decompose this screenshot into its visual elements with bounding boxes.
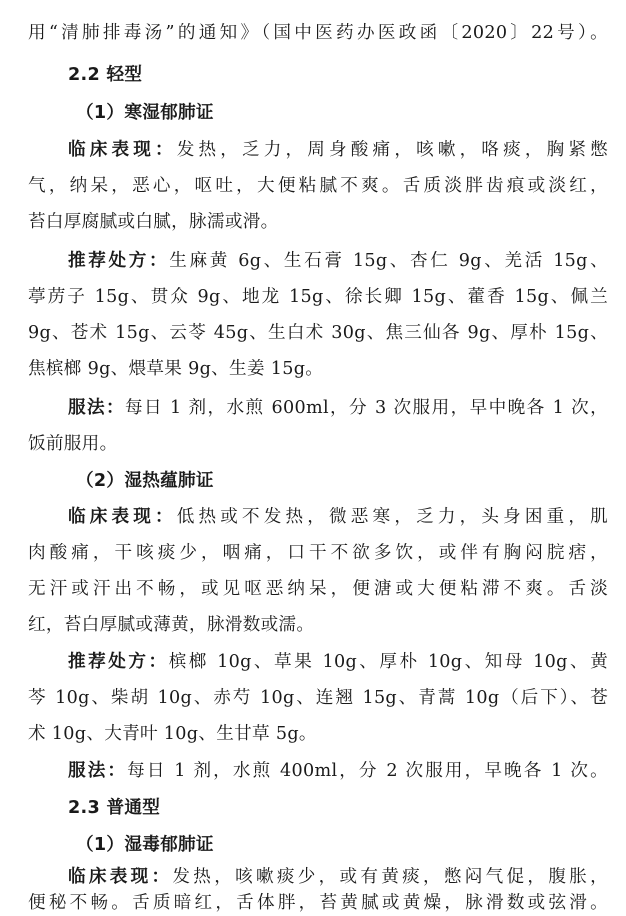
text-line (68, 760, 608, 782)
text-line (68, 250, 608, 272)
line-text: 槟榔 10g、草果 10g、厚朴 10g、知母 10g、黄 (168, 652, 608, 672)
line-text: 焦槟榔 9g、煨草果 9g、生姜 15g。 (28, 359, 324, 379)
line-text: 便秘不畅。舌质暗红，舌体胖，苔黄腻或黄燥，脉滑数或弦滑。 (28, 893, 608, 913)
text-line (28, 614, 608, 636)
line-text: 葶苈子 15g、贯众 9g、地龙 15g、徐长卿 15g、藿香 15g、佩兰 (28, 287, 608, 307)
line-text: 芩 10g、柴胡 10g、赤芍 10g、连翘 15g、青蒿 10g（后下）、苍 (28, 688, 608, 708)
section-heading (68, 797, 608, 819)
line-text: 生麻黄 6g、生石膏 15g、杏仁 9g、羌活 15g、 (169, 251, 608, 271)
text-line (28, 286, 608, 308)
field-label: 推荐处方： (68, 251, 170, 271)
line-text: 9g、苍术 15g、云苓 45g、生白术 30g、焦三仙各 9g、厚朴 15g、 (28, 323, 608, 343)
field-label: 服法： (68, 398, 126, 418)
field-label: 服法： (68, 761, 128, 781)
line-text: 气，纳呆，恶心，呕吐，大便粘腻不爽。舌质淡胖齿痕或淡红， (28, 176, 608, 196)
line-text: 用“清肺排毒汤”的通知》（国中医药办医政函〔2020〕22号）。 (28, 23, 608, 43)
text-line (28, 175, 608, 197)
text-line (28, 433, 608, 455)
text-line (68, 397, 608, 419)
subsection-heading (76, 470, 626, 492)
heading-text: （2）湿热蕴肺证 (76, 471, 214, 491)
field-label: 临床表现： (68, 140, 177, 160)
field-label: 临床表现： (68, 867, 173, 887)
subsection-heading (76, 102, 626, 124)
line-text: 发热，咳嗽痰少，或有黄痰，憋闷气促，腹胀， (172, 867, 608, 887)
text-line (28, 892, 608, 914)
text-line (28, 211, 608, 233)
text-line (28, 723, 608, 745)
heading-text: 2.2 轻型 (68, 65, 143, 85)
text-line (68, 866, 608, 888)
field-label: 推荐处方： (68, 652, 169, 672)
text-line (68, 139, 608, 161)
heading-text: （1）湿毒郁肺证 (76, 835, 214, 855)
line-text: 肉酸痛，干咳痰少，咽痛，口干不欲多饮，或伴有胸闷脘痞， (28, 543, 608, 563)
heading-text: （1）寒湿郁肺证 (76, 103, 214, 123)
line-text: 每日 1 剂，水煎 400ml，分 2 次服用，早晚各 1 次。 (127, 761, 608, 781)
subsection-heading (76, 834, 626, 856)
text-line (28, 322, 608, 344)
heading-text: 2.3 普通型 (68, 798, 161, 818)
line-text: 发热，乏力，周身酸痛，咳嗽，咯痰，胸紧憋 (176, 140, 608, 160)
text-line (28, 578, 608, 600)
line-text: 苔白厚腐腻或白腻，脉濡或滑。 (28, 212, 279, 232)
line-text: 低热或不发热，微恶寒，乏力，头身困重，肌 (176, 507, 608, 527)
line-text: 红，苔白厚腻或薄黄，脉滑数或濡。 (28, 615, 315, 635)
line-text: 术 10g、大青叶 10g、生甘草 5g。 (28, 724, 317, 744)
field-label: 临床表现： (68, 507, 177, 527)
text-line (68, 506, 608, 528)
section-heading (68, 64, 608, 86)
text-line (28, 358, 608, 380)
text-line (28, 542, 608, 564)
line-text: 饭前服用。 (28, 434, 118, 454)
text-line (28, 22, 608, 44)
text-line (28, 687, 608, 709)
text-line (68, 651, 608, 673)
line-text: 每日 1 剂，水煎 600ml，分 3 次服用，早中晚各 1 次， (125, 398, 608, 418)
line-text: 无汗或汗出不畅，或见呕恶纳呆，便溏或大便粘滞不爽。舌淡 (28, 579, 608, 599)
